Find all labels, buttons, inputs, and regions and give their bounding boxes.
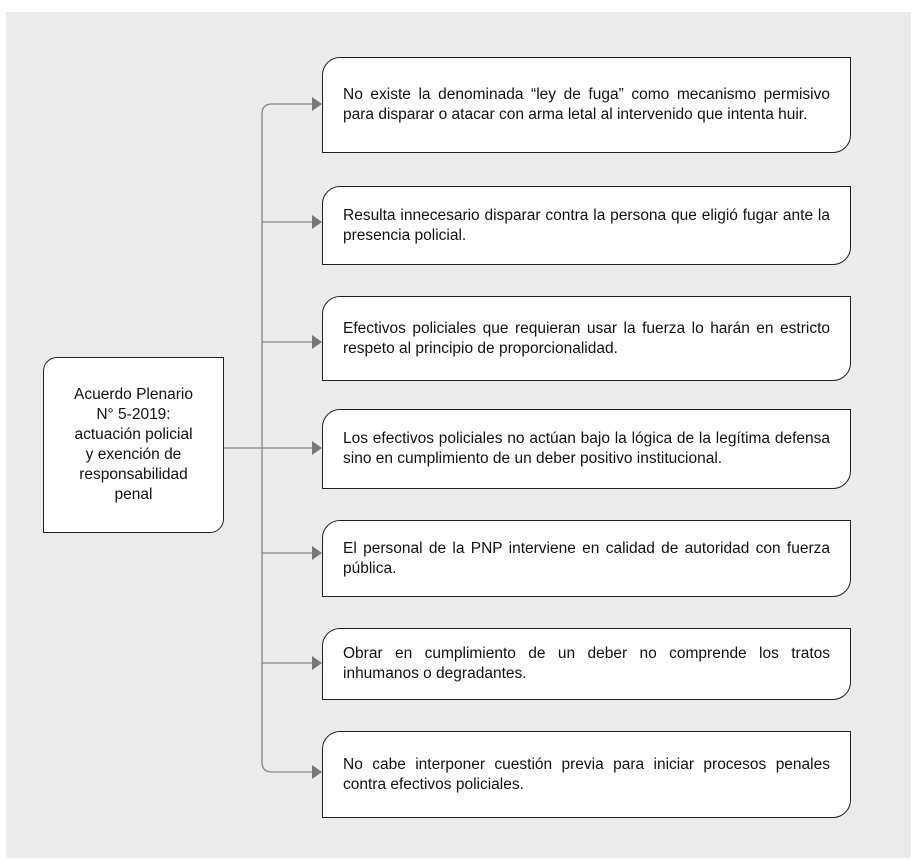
root-label: Acuerdo Plenario N° 5-2019: actuación policial y exención de responsabilidad penal	[74, 386, 193, 503]
item-node-4	[322, 409, 851, 489]
arrowhead-5	[312, 546, 322, 560]
item-text-2: Resulta innecesario disparar contra la persona que eligió fugar ante la presencia policial.	[343, 206, 830, 244]
item-node-6	[322, 628, 851, 700]
arrowhead-2	[312, 215, 322, 229]
arrowhead-6	[312, 656, 322, 670]
item-text-1: No existe la denominada “ley de fuga” como mecanismo permisivo para disparar o atacar con arma letal al intervenido que intenta huir.	[343, 86, 830, 123]
trunk-line	[262, 104, 314, 772]
item-text-5: El personal de la PNP interviene en calidad de autoridad con fuerza pública.	[343, 539, 830, 577]
item-text-3: Efectivos policiales que requieran usar la fuerza lo harán en estricto respeto al principio de proporcionalidad.	[343, 319, 830, 357]
item-node-1	[322, 57, 851, 153]
arrowhead-3	[312, 335, 322, 349]
item-text-4: Los efectivos policiales no actúan bajo la lógica de la legítima defensa sino en cumplimiento de un deber positivo institucional.	[343, 430, 830, 467]
item-node-3	[322, 296, 851, 381]
item-text-6: Obrar en cumplimiento de un deber no comprende los tratos inhumanos o degradantes.	[343, 645, 830, 682]
arrowhead-1	[312, 97, 322, 111]
item-node-5	[322, 520, 851, 597]
item-text-7: No cabe interponer cuestión previa para iniciar procesos penales contra efectivos policiales.	[343, 755, 830, 793]
item-node-2	[322, 186, 851, 265]
item-node-7	[322, 731, 851, 818]
arrowhead-7	[312, 765, 322, 779]
root-node	[43, 357, 224, 533]
arrowhead-4	[312, 441, 322, 455]
